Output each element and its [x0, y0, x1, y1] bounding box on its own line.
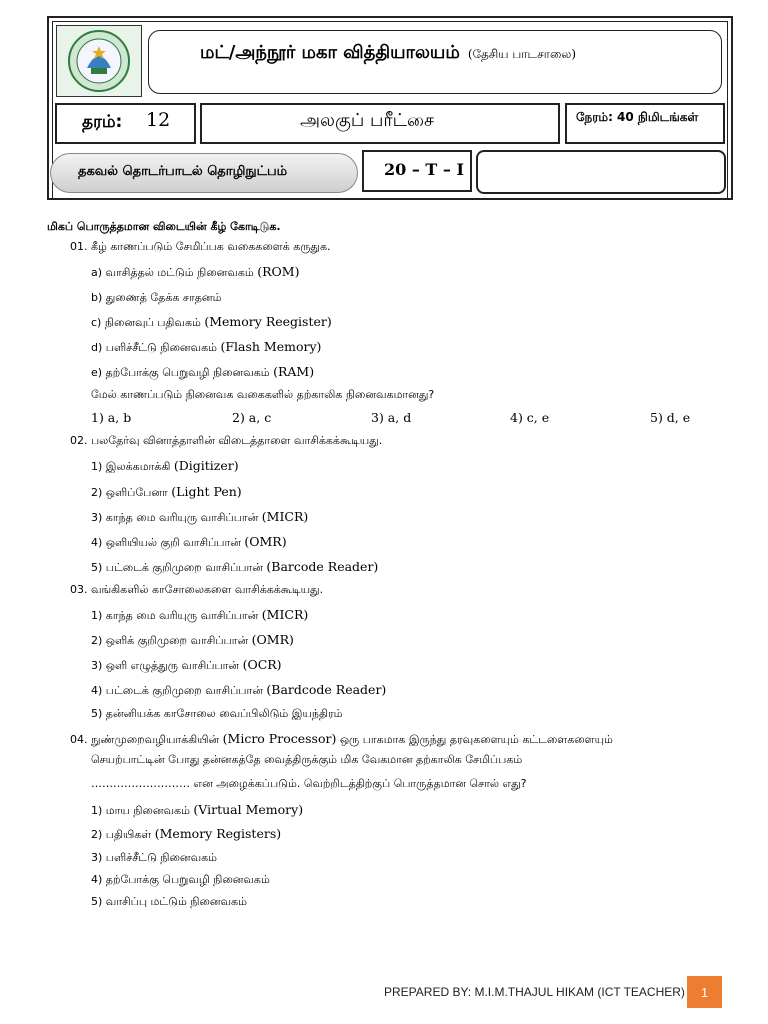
q4-option-3[interactable]: 3) பளிச்சீட்டு நினைவகம் [91, 851, 217, 864]
q1-stem: 01. கீழ் காணப்படும் சேமிப்பக வகைகளைக் கருதுக. [70, 240, 331, 253]
prepared-by: PREPARED BY: M.I.M.THAJUL HIKAM (ICT TEACHER) [384, 985, 685, 999]
exam-title: அலகுப் பரீட்சை [300, 110, 434, 131]
q2-option-5[interactable]: 5) பட்டைக் குறிமுறை வாசிப்பான் (Barcode Reader) [91, 559, 379, 574]
school-name [200, 42, 576, 65]
q1-item-d: d) பளிச்சீட்டு நினைவகம் (Flash Memory) [91, 339, 322, 354]
school-name-text: மட்/அந்நூர் மகா வித்தியாலயம் [200, 42, 460, 63]
q4-stem-line2: செயற்பாட்டின் போது தன்னகத்தே வைத்திருக்கும் மிக வேகமான தற்காலிக சேமிப்பகம் [91, 753, 523, 766]
grade-box [55, 103, 196, 144]
school-logo [56, 25, 142, 97]
q4-option-4[interactable]: 4) தற்போக்கு பெறுவழி நினைவகம் [91, 873, 270, 886]
student-name-box [476, 150, 726, 194]
q1-options [0, 410, 768, 428]
paper-code: 20 – T – I [384, 160, 464, 179]
q3-stem: 03. வங்கிகளில் காசோலைகளை வாசிக்கக்கூடியது. [70, 583, 324, 596]
q2-option-1[interactable]: 1) இலக்கமாக்கி (Digitizer) [91, 458, 239, 473]
q4-stem-line1: 04. நுண்முறைவழியாக்கியின் (Micro Processor) ஒரு பாகமாக இருந்து தரவுகளையும் கட்டளைகளையும் [70, 731, 613, 746]
page-number-badge: 1 [687, 976, 722, 1008]
q1-option-2[interactable]: 2) a, c [232, 410, 272, 425]
q1-option-5[interactable]: 5) d, e [650, 410, 691, 425]
q1-item-c: c) நினைவுப் பதிவகம் (Memory Reegister) [91, 314, 332, 329]
q3-option-1[interactable]: 1) காந்த மை வரியுரு வாசிப்பான் (MICR) [91, 607, 309, 622]
school-type: (தேசிய பாடசாலை) [467, 47, 577, 61]
grade-label: தரம்: [82, 112, 123, 132]
q4-option-5[interactable]: 5) வாசிப்பு மட்டும் நினைவகம் [91, 895, 247, 908]
q2-option-2[interactable]: 2) ஒளிப்பேனா (Light Pen) [91, 484, 242, 499]
q3-option-3[interactable]: 3) ஒளி எழுத்துரு வாசிப்பான் (OCR) [91, 657, 282, 672]
q1-option-3[interactable]: 3) a, d [371, 410, 412, 425]
q3-option-2[interactable]: 2) ஒளிக் குறிமுறை வாசிப்பான் (OMR) [91, 632, 294, 647]
q2-option-3[interactable]: 3) காந்த மை வரியுரு வாசிப்பான் (MICR) [91, 509, 309, 524]
q2-option-4[interactable]: 4) ஒளியியல் குறி வாசிப்பான் (OMR) [91, 534, 287, 549]
q1-item-b: b) துணைத் தேக்க சாதனம் [91, 291, 222, 304]
q2-stem: 02. பலதேர்வு வினாத்தாளின் விடைத்தாளை வாசிக்கக்கூடியது. [70, 434, 383, 447]
q4-option-1[interactable]: 1) மாய நினைவகம் (Virtual Memory) [91, 802, 304, 817]
q4-option-2[interactable]: 2) பதியிகள் (Memory Registers) [91, 826, 282, 841]
q4-stem-line3: ……………………… என அழைக்கப்படும். வெற்றிடத்திற்குப் பொருத்தமான சொல் எது? [91, 777, 527, 790]
q1-item-e: e) தற்போக்கு பெறுவழி நினைவகம் (RAM) [91, 364, 315, 379]
q1-option-1[interactable]: 1) a, b [91, 410, 132, 425]
q3-option-5[interactable]: 5) தன்னியக்க காசோலை வைப்பிலிடும் இயந்திரம் [91, 707, 343, 720]
q1-item-a: a) வாசித்தல் மட்டும் நினைவகம் (ROM) [91, 264, 300, 279]
instruction: மிகப் பொருத்தமான விடையின் கீழ் கோடிடுக. [47, 220, 281, 233]
q1-option-4[interactable]: 4) c, e [510, 410, 550, 425]
grade-value: 12 [146, 109, 171, 131]
q3-option-4[interactable]: 4) பட்டைக் குறிமுறை வாசிப்பான் (Bardcode Reader) [91, 682, 387, 697]
exam-time: நேரம்: 40 நிமிடங்கள் [576, 110, 699, 124]
subject-name: தகவல் தொடர்பாடல் தொழிநுட்பம் [78, 164, 288, 179]
q1-question: மேல் காணப்படும் நினைவக வகைகளில் தற்காலிக நினைவகமானது? [91, 388, 435, 401]
